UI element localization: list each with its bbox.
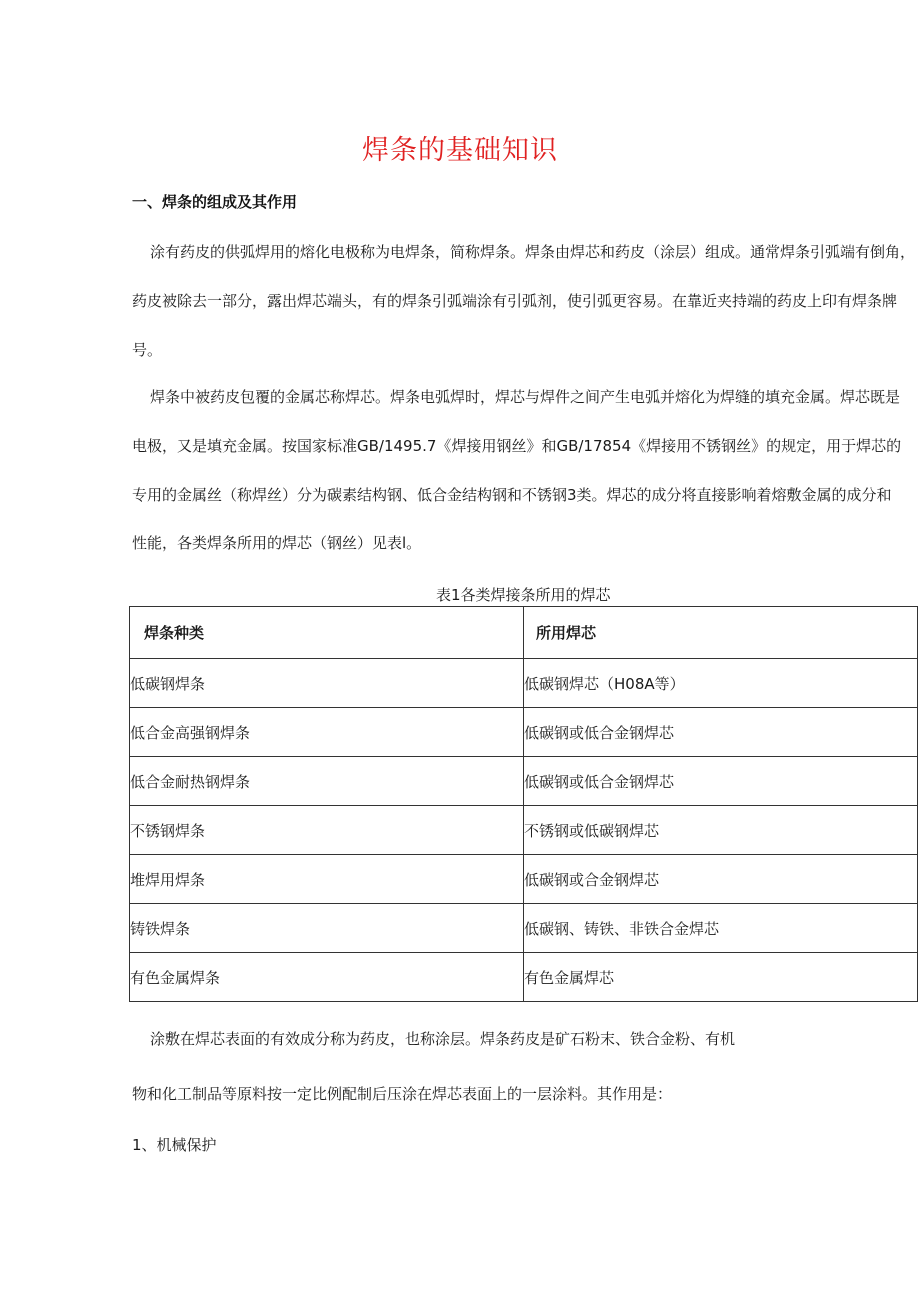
table-cell: 低碳钢或低合金钢焊芯 — [524, 757, 918, 806]
section-heading: 一、焊条的组成及其作用 — [132, 193, 298, 211]
table-cell: 铸铁焊条 — [130, 904, 524, 953]
table-cell: 低碳钢或合金钢焊芯 — [524, 855, 918, 904]
table-cell: 低碳钢或低合金钢焊芯 — [524, 708, 918, 757]
table-cell: 低碳钢、铸铁、非铁合金焊芯 — [524, 904, 918, 953]
list-item: 1、机械保护 — [132, 1136, 217, 1154]
table-header-row — [130, 607, 918, 659]
table-caption: 表1各类焊接条所用的焊芯 — [436, 586, 611, 604]
table-row — [130, 855, 918, 904]
table-cell: 有色金属焊条 — [130, 953, 524, 1002]
table-cell: 有色金属焊芯 — [524, 953, 918, 1002]
paragraph-line: 性能，各类焊条所用的焊芯（钢丝）见表l。 — [132, 534, 422, 552]
welding-core-table — [129, 606, 918, 1002]
table-cell: 低合金耐热钢焊条 — [130, 757, 524, 806]
table-row — [130, 757, 918, 806]
table-header-cell: 所用焊芯 — [524, 607, 918, 659]
table-cell: 低合金高强钢焊条 — [130, 708, 524, 757]
table-cell: 不锈钢焊条 — [130, 806, 524, 855]
paragraph-line: 物和化工制品等原料按一定比例配制后压涂在焊芯表面上的一层涂料。其作用是： — [132, 1085, 673, 1103]
table-row — [130, 953, 918, 1002]
paragraph-line: 涂敷在焊芯表面的有效成分称为药皮，也称涂层。焊条药皮是矿石粉末、铁合金粉、有机 — [150, 1030, 736, 1048]
paragraph-line: 药皮被除去一部分，露出焊芯端头，有的焊条引弧端涂有引弧剂，使引弧更容易。在靠近夹持端的药皮上印有焊条牌 — [132, 292, 898, 310]
table-row — [130, 806, 918, 855]
paragraph-line: 号。 — [132, 341, 163, 359]
paragraph-line: 电极，又是填充金属。按国家标准GB/1495.7《焊接用钢丝》和GB/17854《焊接用不锈钢丝》的规定，用于焊芯的 — [132, 437, 902, 455]
document-title: 焊条的基础知识 — [362, 135, 558, 166]
table-cell: 不锈钢或低碳钢焊芯 — [524, 806, 918, 855]
table-cell: 低碳钢焊条 — [130, 659, 524, 708]
paragraph-line: 涂有药皮的供弧焊用的熔化电极称为电焊条，简称焊条。焊条由焊芯和药皮（涂层）组成。通常焊条引弧端有倒角， — [150, 243, 916, 261]
table-cell: 低碳钢焊芯（H08A等） — [524, 659, 918, 708]
table-header-cell: 焊条种类 — [130, 607, 524, 659]
paragraph-line: 专用的金属丝（称焊丝）分为碳素结构钢、低合金结构钢和不锈钢3类。焊芯的成分将直接影响着熔敷金属的成分和 — [132, 486, 892, 504]
paragraph-line: 焊条中被药皮包覆的金属芯称焊芯。焊条电弧焊时，焊芯与焊件之间产生电弧并熔化为焊缝的填充金属。焊芯既是 — [150, 388, 901, 406]
table-row — [130, 904, 918, 953]
table-cell: 堆焊用焊条 — [130, 855, 524, 904]
table-row — [130, 708, 918, 757]
table-row — [130, 659, 918, 708]
